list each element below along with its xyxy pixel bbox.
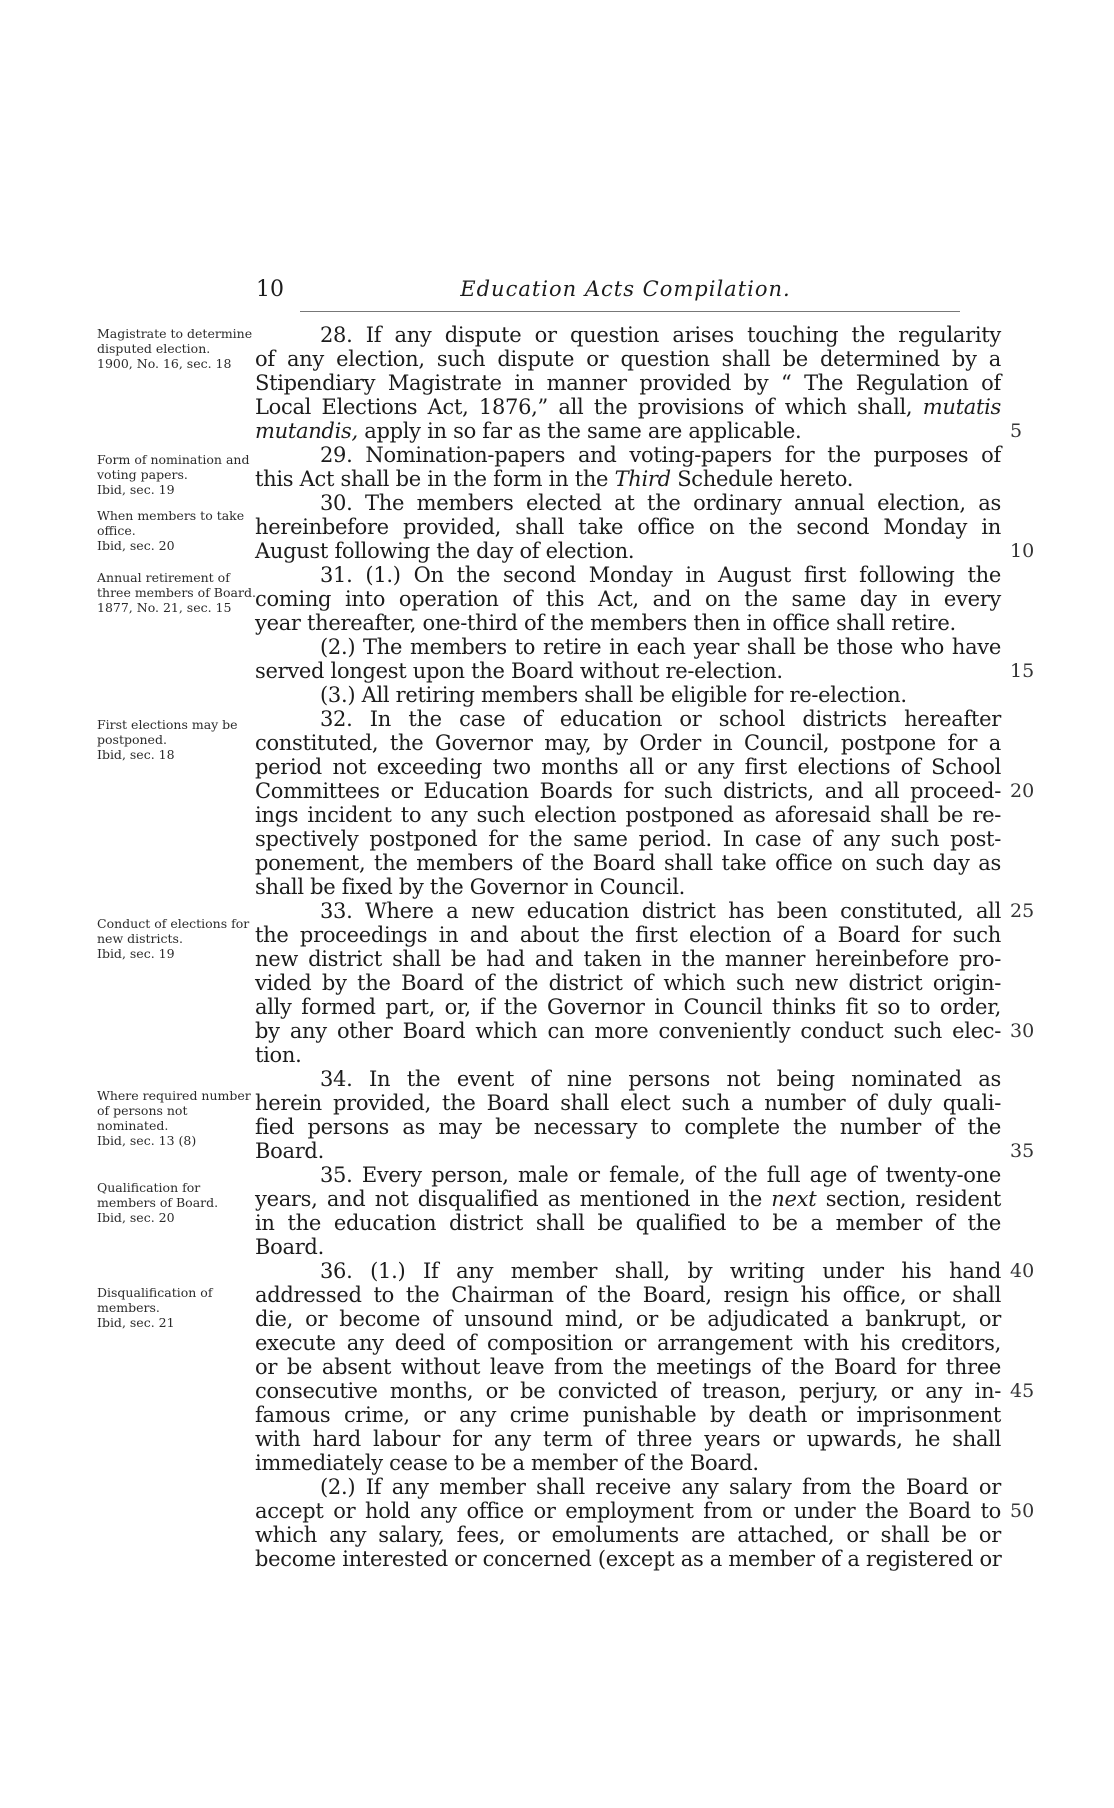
- text-segment-italic: next: [771, 1187, 817, 1211]
- text-line: [255, 1187, 1001, 1211]
- line-number: 5: [1010, 420, 1023, 442]
- text-line: 29. Nomination-papers and voting-papers for the purposes of: [320, 443, 1001, 467]
- text-line: 30. The members elected at the ordinary annual election, as: [320, 491, 1001, 515]
- margin-note: [97, 326, 257, 371]
- margin-note-text: Annual retirement of three members of Board.: [97, 570, 256, 600]
- text-segment-italic: mutatis: [922, 395, 1001, 419]
- line-number: 40: [1010, 1260, 1035, 1282]
- text-line: Board.: [255, 1235, 324, 1259]
- text-line: constituted, the Governor may, by Order in Council, postpone for a: [255, 731, 1001, 755]
- text-line: addressed to the Chairman of the Board, resign his office, or shall: [255, 1283, 1001, 1307]
- text-line: 35. Every person, male or female, of the full age of twenty-one: [320, 1163, 1001, 1187]
- text-line: tion.: [255, 1043, 302, 1067]
- text-line: 28. If any dispute or question arises touching the regularity: [320, 323, 1001, 347]
- text-line: shall be fixed by the Governor in Council.: [255, 875, 685, 899]
- margin-note-citation: Ibid, sec. 20: [97, 538, 175, 553]
- text-segment-italic: Third: [614, 467, 671, 491]
- line-number: 20: [1010, 780, 1035, 802]
- margin-note-text: First elections may be postponed.: [97, 717, 238, 747]
- margin-note: [97, 452, 257, 497]
- text-line: Committees or Education Boards for such districts, and all proceed-: [255, 779, 1001, 803]
- text-line: (3.) All retiring members shall be eligible for re-election.: [320, 683, 907, 707]
- text-line: August following the day of election.: [255, 539, 635, 563]
- text-line: [255, 467, 1001, 491]
- text-line: 34. In the event of nine persons not being nominated as: [320, 1067, 1001, 1091]
- text-line: become interested or concerned (except as a member of a registered or: [255, 1547, 1002, 1571]
- margin-note-text: Magistrate to determine disputed election.: [97, 326, 253, 356]
- text-line: the proceedings in and about the first election of a Board for such: [255, 923, 1001, 947]
- margin-note-citation: Ibid, sec. 19: [97, 482, 175, 497]
- text-line: coming into operation of this Act, and on the same day in every: [255, 587, 1001, 611]
- text-line: 31. (1.) On the second Monday in August first following the: [320, 563, 1001, 587]
- line-number: 30: [1010, 1020, 1035, 1042]
- margin-note: [97, 1285, 257, 1330]
- margin-note-text: Qualification for members of Board.: [97, 1180, 219, 1210]
- text-line: period not exceeding two months all or any first elections of School: [255, 755, 1001, 779]
- text-line: (2.) The members to retire in each year shall be those who have: [320, 635, 1001, 659]
- text-line: ally formed part, or, if the Governor in Council thinks fit so to order,: [255, 995, 1001, 1019]
- text-segment: years, and not disqualified as mentioned in the: [255, 1187, 762, 1211]
- text-segment: Local Elections Act, 1876,” all the provisions of which shall,: [255, 395, 913, 419]
- line-number: 50: [1010, 1500, 1035, 1522]
- line-number: 35: [1010, 1140, 1035, 1162]
- text-line: (2.) If any member shall receive any salary from the Board or: [320, 1475, 1001, 1499]
- margin-note: [97, 570, 257, 615]
- margin-note-citation: Ibid, sec. 18: [97, 747, 175, 762]
- text-line: spectively postponed for the same period. In case of any such post-: [255, 827, 1001, 851]
- text-line: Board.: [255, 1139, 324, 1163]
- text-line: of any election, such dispute or question shall be determined by a: [255, 347, 1001, 371]
- text-line: in the education district shall be qualified to be a member of the: [255, 1211, 1001, 1235]
- text-line: Stipendiary Magistrate in manner provided by “ The Regulation of: [255, 371, 1001, 395]
- text-line: famous crime, or any crime punishable by death or imprisonment: [255, 1403, 1001, 1427]
- text-segment: section, resident: [825, 1187, 1001, 1211]
- margin-note-text: Disqualification of members.: [97, 1285, 213, 1315]
- running-title: Education Acts Compilation.: [460, 277, 791, 301]
- line-number: 45: [1010, 1380, 1035, 1402]
- text-line: die, or become of unsound mind, or be adjudicated a bankrupt, or: [255, 1307, 1001, 1331]
- margin-note: [97, 1180, 257, 1225]
- line-number: 15: [1010, 660, 1035, 682]
- text-line: year thereafter, one-third of the members then in office shall retire.: [255, 611, 956, 635]
- text-line: new district shall be had and taken in the manner hereinbefore pro-: [255, 947, 1001, 971]
- margin-note-citation: Ibid, sec. 13 (8): [97, 1133, 197, 1148]
- text-line: 32. In the case of education or school districts hereafter: [320, 707, 1001, 731]
- margin-note-text: Where required number of persons not nominated.: [97, 1088, 251, 1133]
- text-line: by any other Board which can more conveniently conduct such elec-: [255, 1019, 1001, 1043]
- text-line: [255, 419, 1001, 443]
- text-segment-italic: mutandis,: [255, 419, 358, 443]
- text-line: consecutive months, or be convicted of treason, perjury, or any in-: [255, 1379, 1001, 1403]
- page-number: 10: [256, 277, 284, 302]
- text-line: hereinbefore provided, shall take office on the second Monday in: [255, 515, 1001, 539]
- text-line: served longest upon the Board without re-election.: [255, 659, 783, 683]
- margin-note-text: Conduct of elections for new districts.: [97, 916, 250, 946]
- line-number: 10: [1010, 540, 1035, 562]
- header-rule: [300, 311, 960, 312]
- text-line: ings incident to any such election postponed as aforesaid shall be re-: [255, 803, 1001, 827]
- text-line: fied persons as may be necessary to complete the number of the: [255, 1115, 1001, 1139]
- margin-note: [97, 1088, 257, 1148]
- margin-note-text: When members to take office.: [97, 508, 245, 538]
- text-line: ponement, the members of the Board shall take office on such day as: [255, 851, 1001, 875]
- margin-note-citation: Ibid, sec. 19: [97, 946, 175, 961]
- text-line: 36. (1.) If any member shall, by writing under his hand: [320, 1259, 1001, 1283]
- text-segment: this Act shall be in the form in the: [255, 467, 609, 491]
- line-number: 25: [1010, 900, 1035, 922]
- text-line: or be absent without leave from the meetings of the Board for three: [255, 1355, 1001, 1379]
- margin-note-citation: Ibid, sec. 21: [97, 1315, 175, 1330]
- margin-note: [97, 916, 257, 961]
- page-header: [253, 277, 998, 311]
- margin-note: [97, 508, 257, 553]
- text-line: with hard labour for any term of three years or upwards, he shall: [255, 1427, 1001, 1451]
- text-line: execute any deed of composition or arrangement with his creditors,: [255, 1331, 1001, 1355]
- margin-note-citation: 1877, No. 21, sec. 15: [97, 600, 232, 615]
- text-line: 33. Where a new education district has been constituted, all: [320, 899, 1001, 923]
- margin-note-text: Form of nomination and voting papers.: [97, 452, 250, 482]
- text-line: which any salary, fees, or emoluments are attached, or shall be or: [255, 1523, 1001, 1547]
- text-line: immediately cease to be a member of the Board.: [255, 1451, 759, 1475]
- text-segment: apply in so far as the same are applicable.: [364, 419, 802, 443]
- text-segment: Schedule hereto.: [677, 467, 854, 491]
- text-line: vided by the Board of the district of which such new district origin-: [255, 971, 1001, 995]
- text-line: [255, 395, 1001, 419]
- margin-note-citation: 1900, No. 16, sec. 18: [97, 356, 232, 371]
- text-line: herein provided, the Board shall elect such a number of duly quali-: [255, 1091, 1001, 1115]
- margin-note: [97, 717, 257, 762]
- text-line: accept or hold any office or employment from or under the Board to: [255, 1499, 1001, 1523]
- margin-note-citation: Ibid, sec. 20: [97, 1210, 175, 1225]
